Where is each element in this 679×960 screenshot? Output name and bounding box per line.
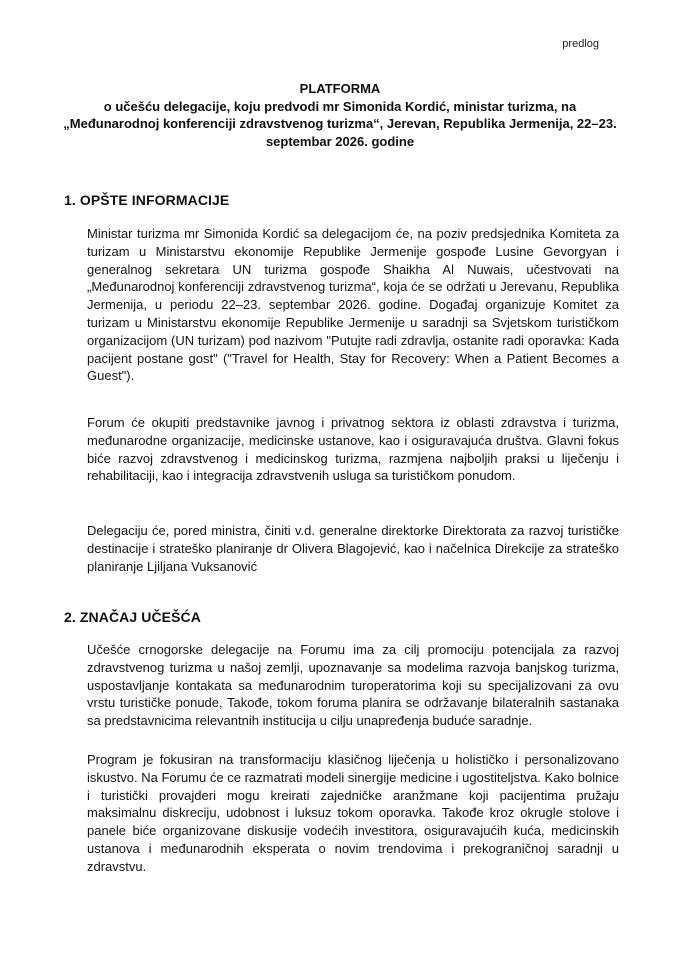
- section-1-paragraph-1: Ministar turizma mr Simonida Kordić sa delegacijom će, na poziv predsjednika Komiteta za turizam u Ministarstvu ekonomije Republike Jermenije gospođe Lusine Gevorgyan i generalnog sekretara UN turizma gospođe Shaikha Al Nuwais, učestvovati na „Međunarodnoj konferenciji zdravstvenog turizma“, koja će se održati u Jerevanu, Republika Jermenija, u periodu 22–23. septembar 2026. godine. Događaj organizuje Komitet za turizam u Ministarstvu ekonomije Republike Jermenije u saradnji sa Svjetskom turističkom organizacijom (UN turizam) pod nazivom "Putujte radi zdravlja, ostanite radi oporavka: Kada pacijent postane gost" ("Travel for Health, Stay for Recovery: When a Patient Becomes a Guest").: [87, 226, 619, 384]
- section-2-paragraph-2: Program je fokusiran na transformaciju klasičnog liječenja u holističko i personalizovano iskustvo. Na Forumu će ce razmatrati modeli sinergije medicine i ugostiteljstva. Kako bolnice i turistički provajderi mogu kreirati zajedničke aranžmane koji pacijentima pružaju maksimalnu diskreciju, udobnost i luksuz tokom oporavka. Takođe kroz okrugle stolove i panele biće organizovane diskusije vodećih investitora, osiguravajućih kuća, medicinskih ustanova i međunarodnih eksperata o novim trendovima i prekograničnoj saradnji u zdravstvu.: [87, 752, 619, 874]
- document-title: PLATFORMA: [299, 81, 381, 96]
- section-1-heading: 1. OPŠTE INFORMACIJE: [64, 192, 230, 208]
- document-subtitle: o učešću delegacije, koju predvodi mr Simonida Kordić, ministar turizma, na „Međunarodnoj konferenciji zdravstvenog turizma“, Jerevan, Republika Jermenija, 22–23. septembar 2026. godine: [63, 98, 617, 149]
- section-2-paragraph-1: Učešće crnogorske delegacije na Forumu ima za cilj promociju potencijala za razvoj zdravstvenog turizma u našoj zemlji, upoznavanje sa modelima razvoja banjskog turizma, uspostavljanje kontakata sa međunarodnim turoperatorima koji su specijalizovani za ovu vrstu turističke ponude, Takođe, tokom foruma planira se održavanje bilateralnih sastanaka sa predstavnicima relevantnih institucija u cilju unapređenja buduće saradnje.: [87, 642, 619, 729]
- section-2-heading: 2. ZNAČAJ UČEŠĆA: [64, 609, 201, 625]
- section-1-paragraph-2: Forum će okupiti predstavnike javnog i privatnog sektora iz oblasti zdravstva i turizma, međunarodne organizacije, medicinske ustanove, kao i osiguravajuća društva. Glavni fokus biće razvoj zdravstvenog i medicinskog turizma, razmjena najboljih praksi u liječenju i rehabilitaciji, kao i integracija zdravstvenih usluga sa turističkom ponudom.: [87, 415, 619, 484]
- draft-mark: predlog: [562, 38, 599, 50]
- title-block: [60, 80, 620, 150]
- section-1-paragraph-3: Delegaciju će, pored ministra, činiti v.d. generalne direktorke Direktorata za razvoj turističke destinacije i strateško planiranje dr Olivera Blagojević, kao i načelnica Direkcije za strateško planiranje Ljiljana Vuksanović: [87, 523, 619, 574]
